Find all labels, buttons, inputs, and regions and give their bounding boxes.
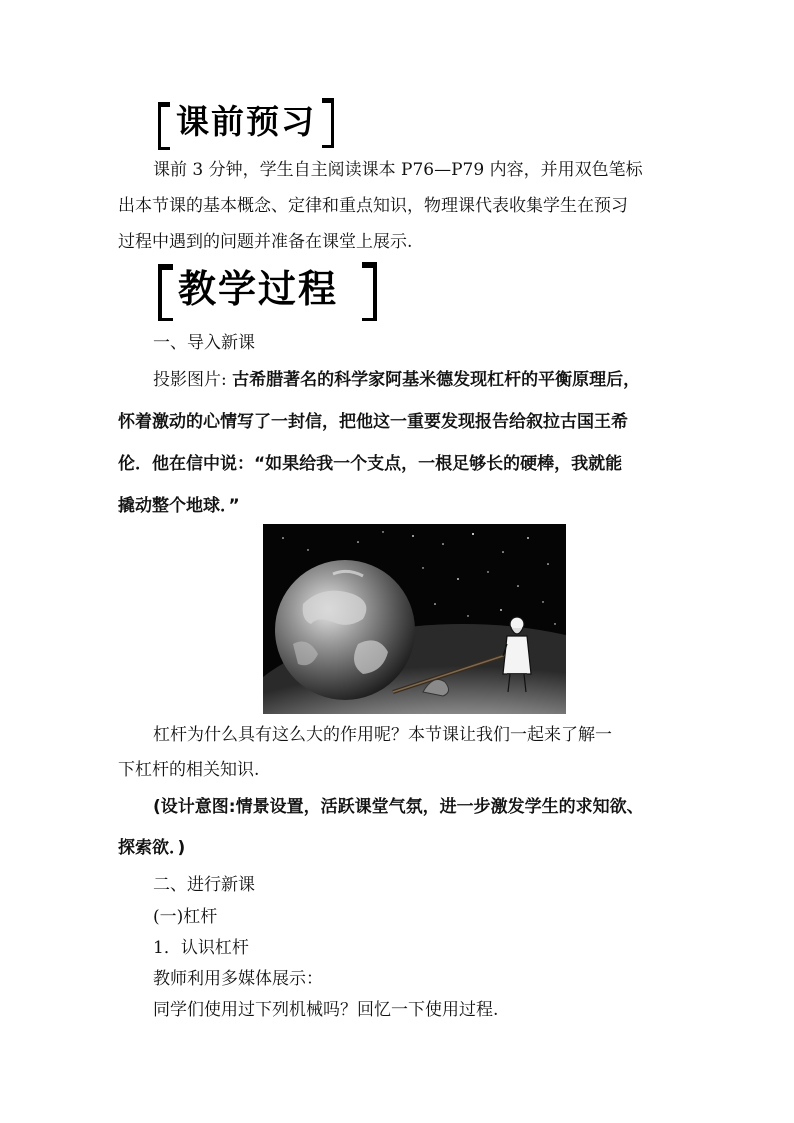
design-intent-text: 探索欲．) (118, 838, 186, 858)
subheading: (一)杠杆 (153, 907, 218, 927)
section-heading-process (158, 262, 378, 318)
subheading: 二、进行新课 (153, 875, 255, 895)
projection-text: 怀着激动的心情写了一封信，把他这一重要发现报告给叙拉古国王希 (118, 412, 628, 432)
right-bracket (322, 98, 334, 148)
projection-text: 古希腊著名的科学家阿基米德发现杠杆的平衡原理后， (232, 370, 641, 390)
subheading: 一、导入新课 (153, 333, 255, 353)
left-bracket (158, 264, 173, 321)
projection-line (153, 365, 640, 390)
paragraph-line: 出本节课的基本概念、定律和重点知识，物理课代表收集学生在预习 (118, 196, 628, 216)
projection-label: 投影图片: (153, 370, 227, 390)
left-bracket (158, 102, 170, 150)
section-heading-preview (158, 98, 338, 146)
design-intent-text: (设计意图:情景设置，活跃课堂气氛，进一步激发学生的求知欲、 (153, 797, 644, 817)
paragraph-line: 过程中遇到的问题并准备在课堂上展示. (118, 232, 413, 252)
projection-text: 伦．他在信中说：“如果给我一个支点，一根足够长的硬棒，我就能 (118, 454, 623, 474)
paragraph-line: 杠杆为什么具有这么大的作用呢？本节课让我们一起来了解一 (153, 725, 612, 745)
section-title: 教学过程 (178, 267, 339, 311)
archimedes-lever-figure (263, 524, 566, 714)
subheading: 1．认识杠杆 (153, 938, 249, 958)
archimedes-lever-image (263, 524, 566, 714)
paragraph-line: 课前 3 分钟，学生自主阅读课本 P76—P79 内容，并用双色笔标 (153, 160, 643, 180)
paragraph-line: 下杠杆的相关知识. (118, 760, 260, 780)
paragraph-line: 同学们使用过下列机械吗？回忆一下使用过程. (153, 1000, 499, 1020)
section-title: 课前预习 (176, 102, 316, 141)
earth-icon (275, 560, 415, 700)
paragraph-line: 教师利用多媒体展示： (153, 969, 323, 989)
right-bracket (362, 262, 377, 321)
projection-text: 撬动整个地球．” (118, 496, 240, 516)
